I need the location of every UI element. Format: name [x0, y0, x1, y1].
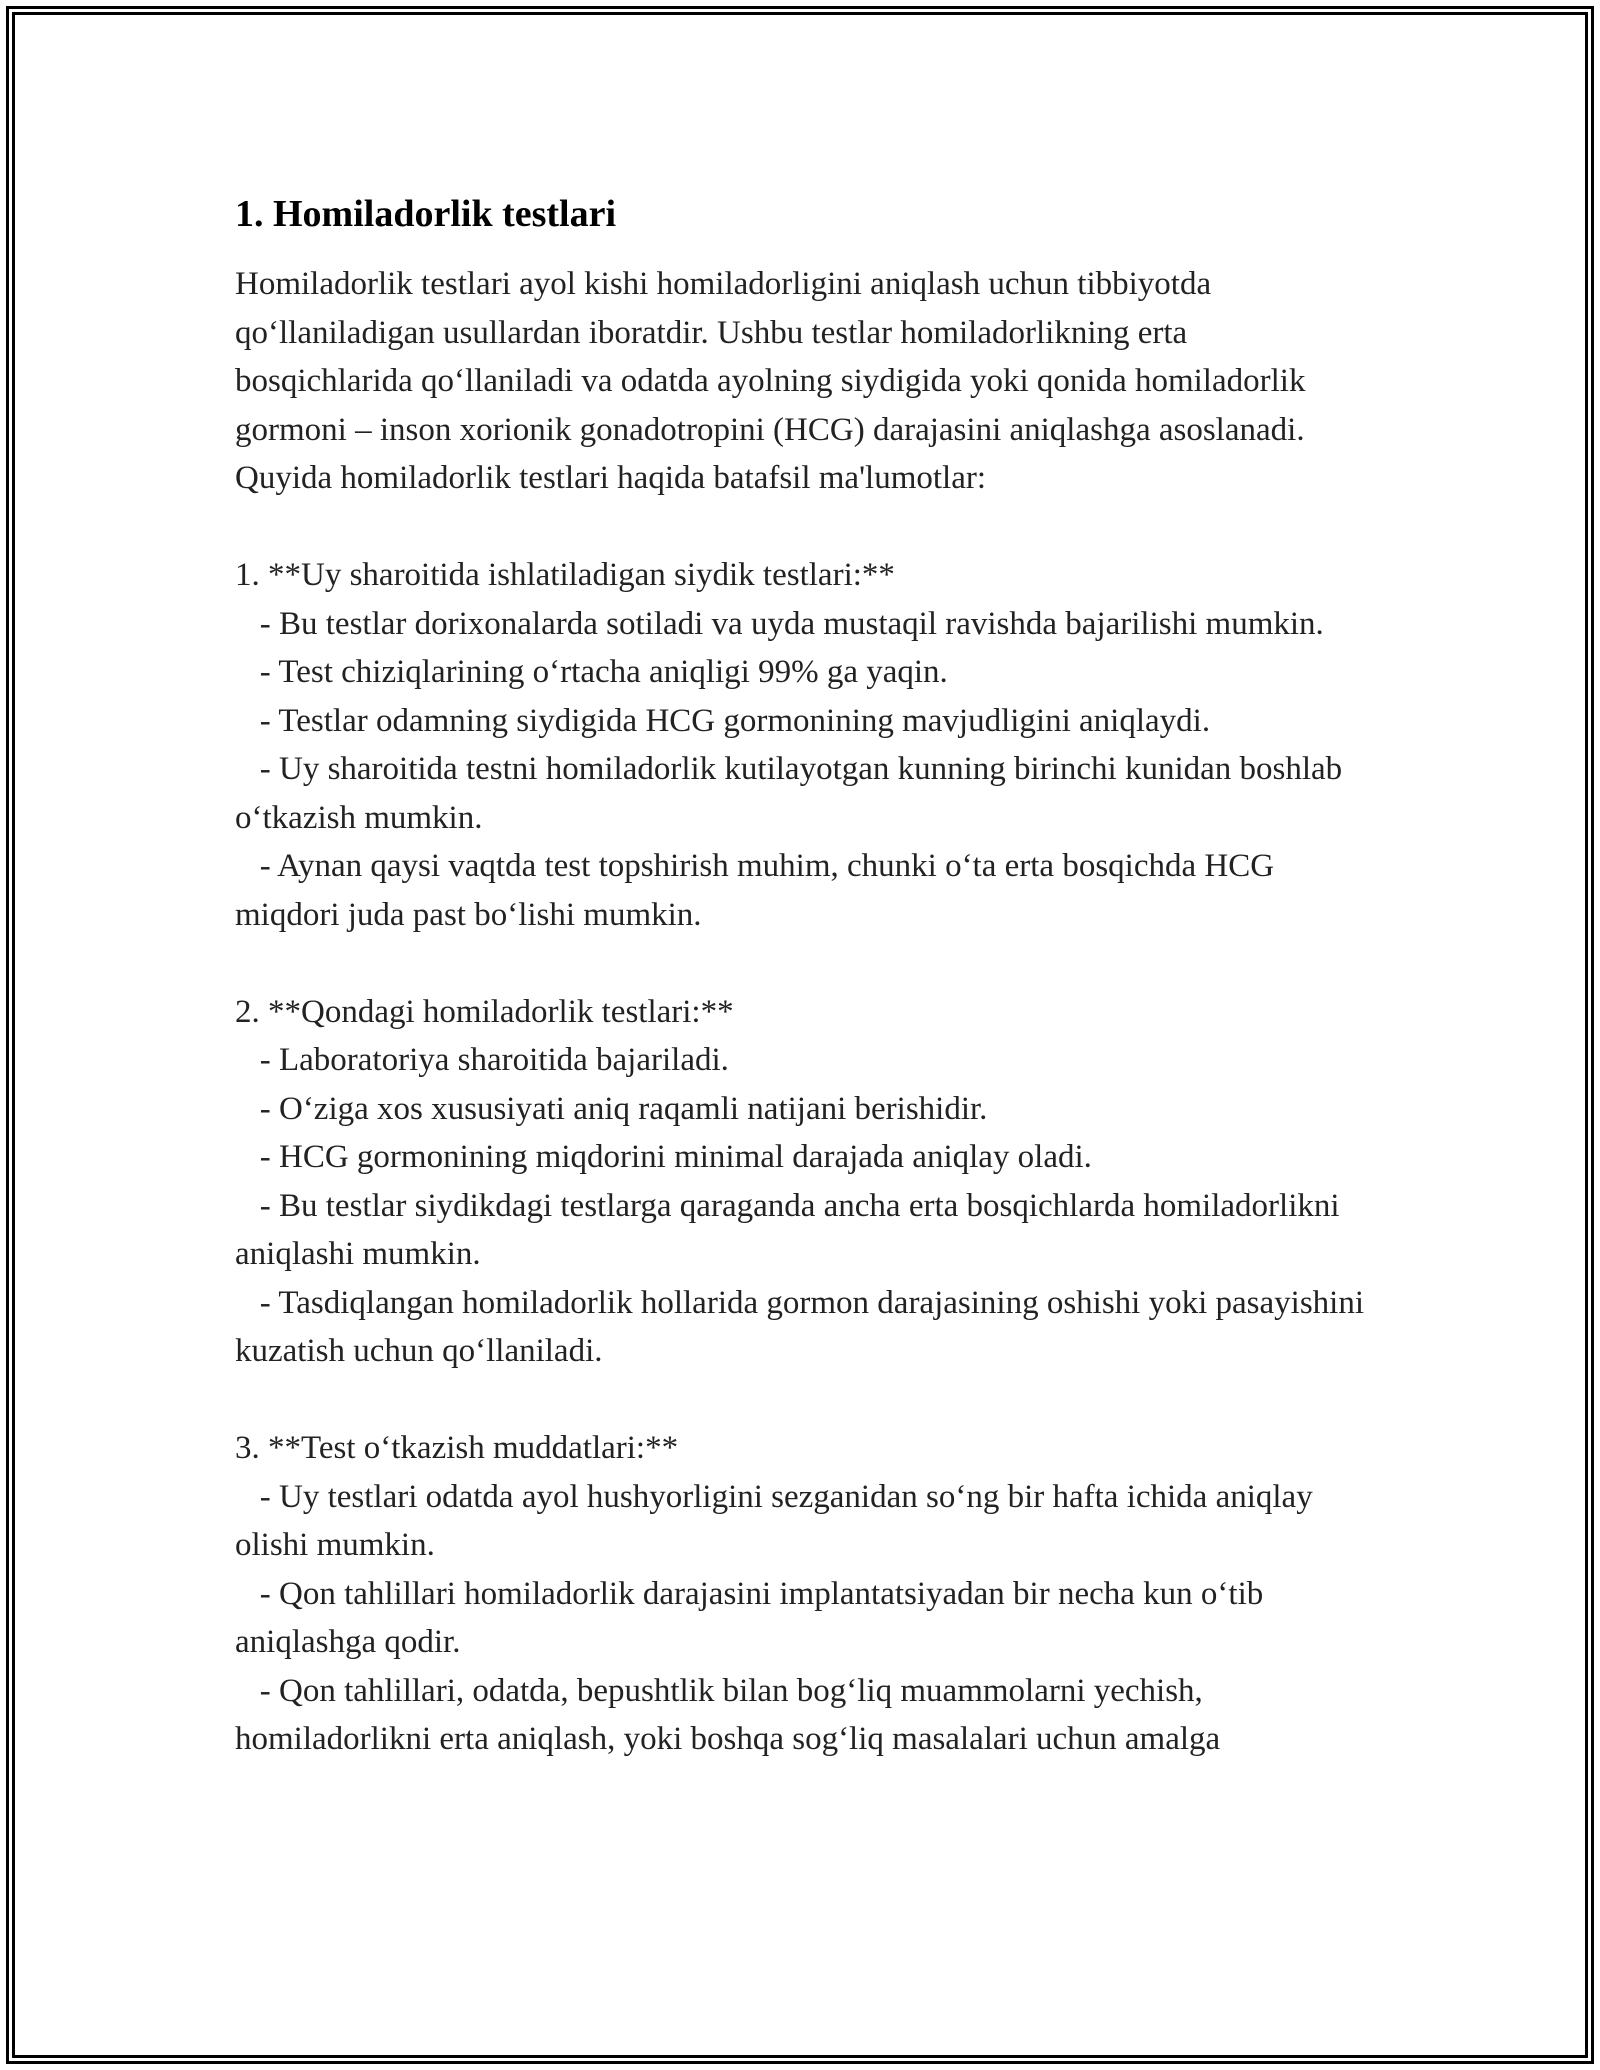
- document-body: [235, 186, 1365, 1764]
- section-text: Homiladorlik testlari ayol kishi homiladorligini aniqlash uchun tibbiyotda qo‘llaniladigan usullardan iboratdir. Ushbu testlar homiladorlikning erta bosqichlarida qo‘llaniladi va odatda ayolning siydigida yoki qonida homiladorlik gormoni – inson xorionik gonadotropini (HCG) darajasini aniqlashga asoslanadi. Quyida homiladorlik testlari haqida batafsil ma'lumotlar: 1. **Uy sharoitida ishlatiladigan siydik testlari:** - Bu testlar dorixonalarda sotiladi va uyda mustaqil ravishda bajarilishi mumkin. - Test chiziqlarining o‘rtacha aniqligi 99% ga yaqin. - Testlar odamning siydigida HCG gormonining mavjudligini aniqlaydi. - Uy sharoitida testni homiladorlik kutilayotgan kunning birinchi kunidan boshlab o‘tkazish mumkin. - Aynan qaysi vaqtda test topshirish muhim, chunki o‘ta erta bosqichda HCG miqdori juda past bo‘lishi mumkin. 2. **Qondagi homiladorlik testlari:** - Laboratoriya sharoitida bajariladi. - O‘ziga xos xususiyati aniq raqamli natijani berishidir. - HCG gormonining miqdorini minimal darajada aniqlay oladi. - Bu testlar siydikdagi testlarga qaraganda ancha erta bosqichlarda homiladorlikni aniqlashi mumkin. - Tasdiqlangan homiladorlik hollarida gormon darajasining oshishi yoki pasayishini kuzatish uchun qo‘llaniladi. 3. **Test o‘tkazish muddatlari:** - Uy testlari odatda ayol hushyorligini sezganidan so‘ng bir hafta ichida aniqlay olishi mumkin. - Qon tahlillari homiladorlik darajasini implantatsiyadan bir necha kun o‘tib aniqlashga qodir. - Qon tahlillari, odatda, bepushtlik bilan bog‘liq muammolarni yechish, homiladorlikni erta aniqlash, yoki boshqa sog‘liq masalalari uchun amalga: [235, 266, 1364, 1757]
- section-title: 1. Homiladorlik testlari: [235, 193, 617, 235]
